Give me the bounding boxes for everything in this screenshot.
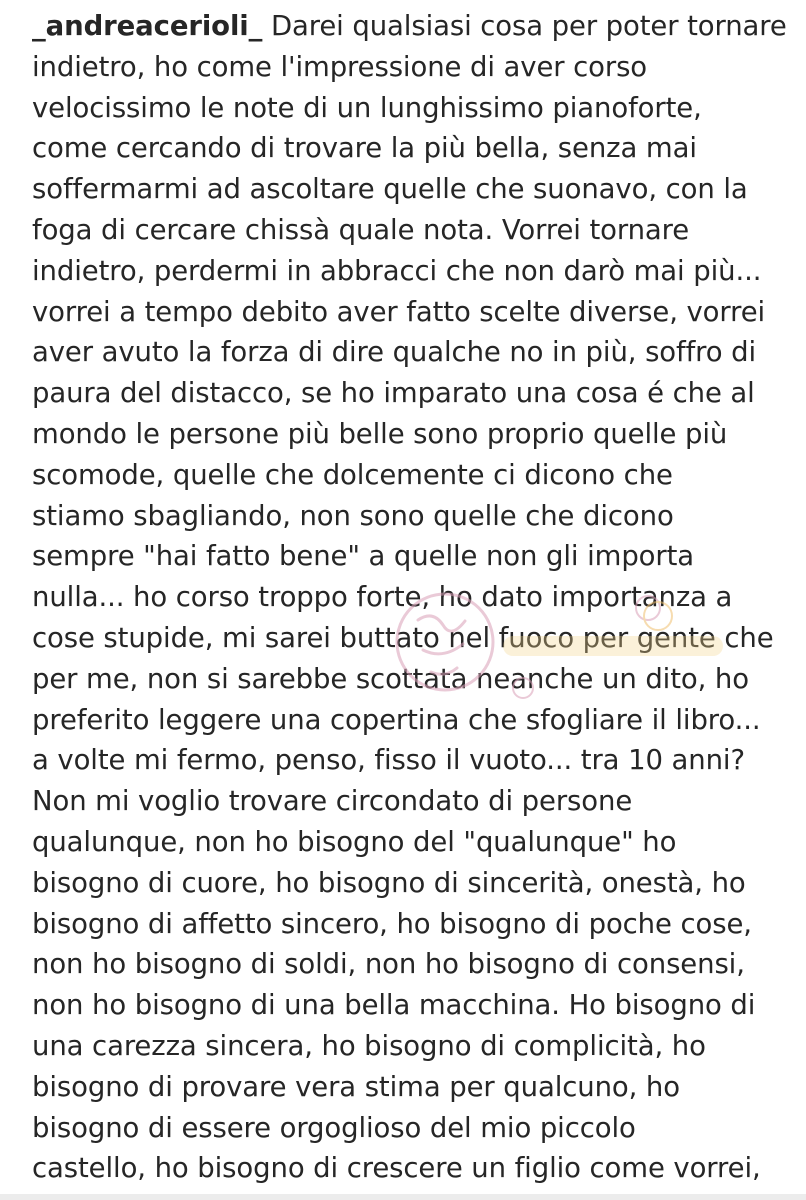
caption-line: mondo le persone più belle sono proprio quelle più	[32, 417, 728, 450]
username-link[interactable]: _andreacerioli_	[32, 10, 263, 42]
caption-text: Darei qualsiasi cosa per poter tornare	[270, 10, 787, 42]
bottom-edge	[0, 1194, 806, 1200]
caption-line: velocissimo le note di un lunghissimo pianoforte,	[32, 91, 702, 124]
caption-line: non ho bisogno di una bella macchina. Ho bisogno di	[32, 989, 756, 1022]
post-caption	[32, 6, 787, 1189]
caption-line: stiamo sbagliando, non sono quelle che dicono	[32, 499, 674, 532]
caption-line: castello, ho bisogno di crescere un figlio come vorrei,	[32, 1152, 761, 1185]
caption-line: sempre "hai fatto bene" a quelle non gli importa	[32, 540, 695, 573]
caption-line: cose stupide, mi sarei buttato nel fuoco per gente che	[32, 621, 774, 654]
caption-line: per me, non si sarebbe scottata neanche un dito, ho	[32, 662, 749, 695]
caption-line: vorrei a tempo debito aver fatto scelte diverse, vorrei	[32, 295, 766, 328]
caption-line: come cercando di trovare la più bella, senza mai	[32, 132, 697, 165]
caption-line: soffermarmi ad ascoltare quelle che suonavo, con la	[32, 173, 748, 206]
caption-line: bisogno di affetto sincero, ho bisogno di poche cose,	[32, 907, 752, 940]
caption-line: bisogno di essere orgoglioso del mio piccolo	[32, 1111, 636, 1144]
caption-line: indietro, perdermi in abbracci che non darò mai più...	[32, 254, 762, 287]
caption-line: aver avuto la forza di dire qualche no in più, soffro di	[32, 336, 757, 369]
caption-line: Non mi voglio trovare circondato di persone	[32, 785, 633, 818]
caption-line: scomode, quelle che dolcemente ci dicono che	[32, 458, 673, 491]
caption-line: qualunque, non ho bisogno del "qualunque" ho	[32, 825, 677, 858]
caption-line: a volte mi fermo, penso, fisso il vuoto... tra 10 anni?	[32, 744, 745, 777]
caption-line: bisogno di provare vera stima per qualcuno, ho	[32, 1070, 680, 1103]
caption-line: non ho bisogno di soldi, non ho bisogno di consensi,	[32, 948, 745, 981]
caption-line-0	[32, 6, 787, 47]
caption-line: foga di cercare chissà quale nota. Vorrei tornare	[32, 213, 690, 246]
caption-line: bisogno di cuore, ho bisogno di sincerità, onestà, ho	[32, 866, 746, 899]
caption-line: preferito leggere una copertina che sfogliare il libro...	[32, 703, 761, 736]
caption-line: nulla... ho corso troppo forte, ho dato importanza a	[32, 581, 733, 614]
caption-line: indietro, ho come l'impressione di aver corso	[32, 50, 648, 83]
caption-line: paura del distacco, se ho imparato una cosa é che al	[32, 377, 755, 410]
caption-line: una carezza sincera, ho bisogno di complicità, ho	[32, 1029, 706, 1062]
